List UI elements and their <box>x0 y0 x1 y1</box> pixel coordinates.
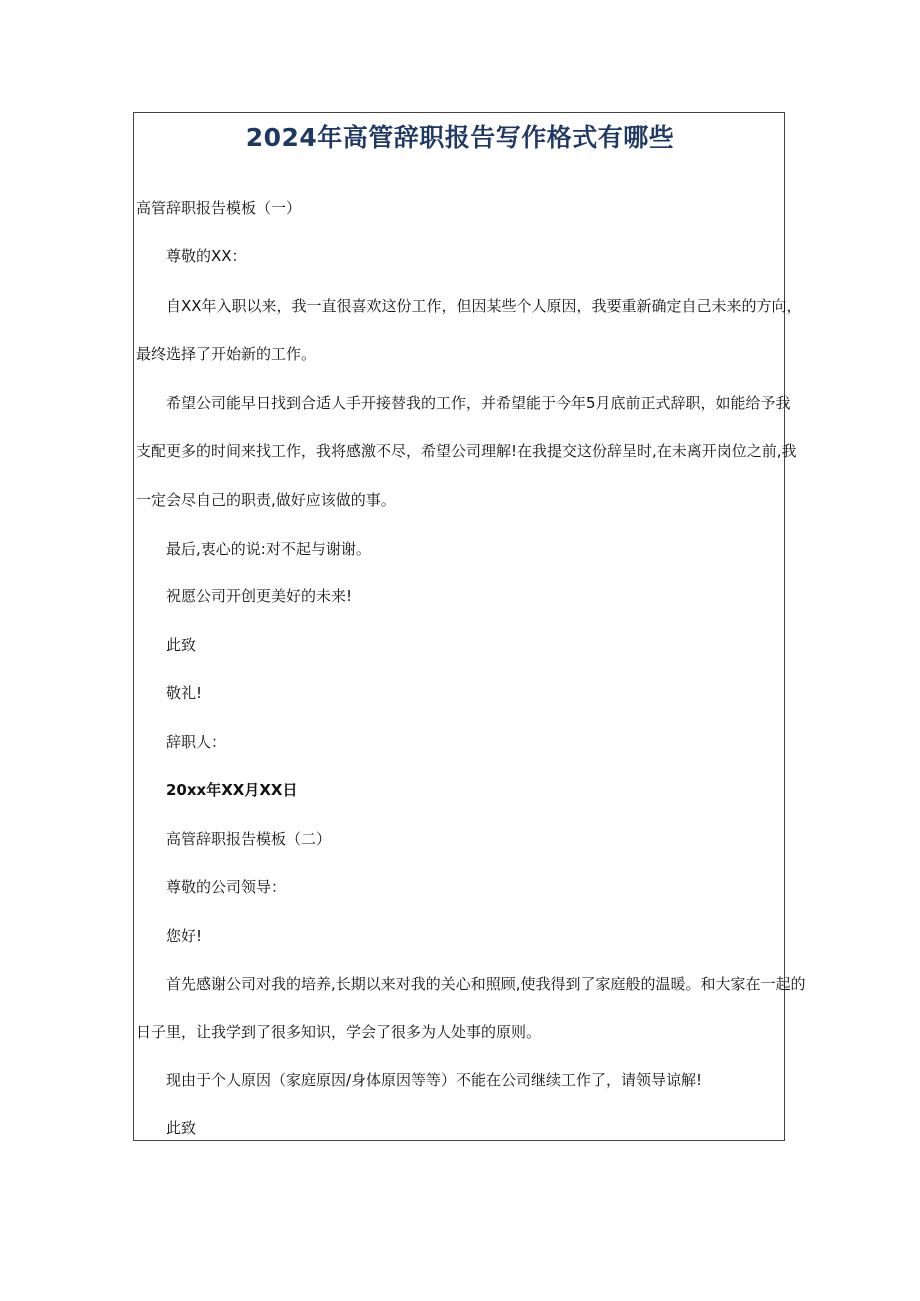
body-paragraph-line: 最终选择了开始新的工作。 <box>136 345 317 363</box>
closing-line: 此致 <box>166 636 197 654</box>
signature-label: 辞职人： <box>166 733 227 751</box>
salutation-line: 尊敬的XX： <box>166 247 247 265</box>
body-paragraph-line: 支配更多的时间来找工作，我将感激不尽，希望公司理解!在我提交这份辞呈时,在未离开岗位之前,我 <box>136 442 797 460</box>
body-paragraph-line: 首先感谢公司对我的培养,长期以来对我的关心和照顾,使我得到了家庭般的温暖。和大家在一起的 <box>166 975 806 993</box>
closing-line: 敬礼! <box>166 684 203 702</box>
closing-line: 此致 <box>166 1119 197 1137</box>
section-heading-template-1: 高管辞职报告模板（一） <box>136 199 302 217</box>
body-paragraph-line: 自XX年入职以来，我一直很喜欢这份工作，但因某些个人原因，我要重新确定自己未来的方向， <box>166 297 802 315</box>
body-paragraph-line: 日子里，让我学到了很多知识，学会了很多为人处事的原则。 <box>136 1023 542 1041</box>
date-line: 20xx年XX月XX日 <box>166 781 298 799</box>
body-paragraph-line: 一定会尽自己的职责,做好应该做的事。 <box>136 491 396 509</box>
body-paragraph-line: 祝愿公司开创更美好的未来! <box>166 587 353 605</box>
salutation-line: 尊敬的公司领导： <box>166 878 287 896</box>
section-heading-template-2: 高管辞职报告模板（二） <box>166 830 332 848</box>
body-paragraph-line: 现由于个人原因（家庭原因/身体原因等等）不能在公司继续工作了，请领导谅解! <box>166 1071 703 1089</box>
document-title: 2024年高管辞职报告写作格式有哪些 <box>245 123 675 152</box>
greeting-line: 您好! <box>166 927 203 945</box>
body-paragraph-line: 希望公司能早日找到合适人手开接替我的工作，并希望能于今年5月底前正式辞职，如能给予我 <box>166 394 791 412</box>
body-paragraph-line: 最后,衷心的说:对不起与谢谢。 <box>166 540 371 558</box>
